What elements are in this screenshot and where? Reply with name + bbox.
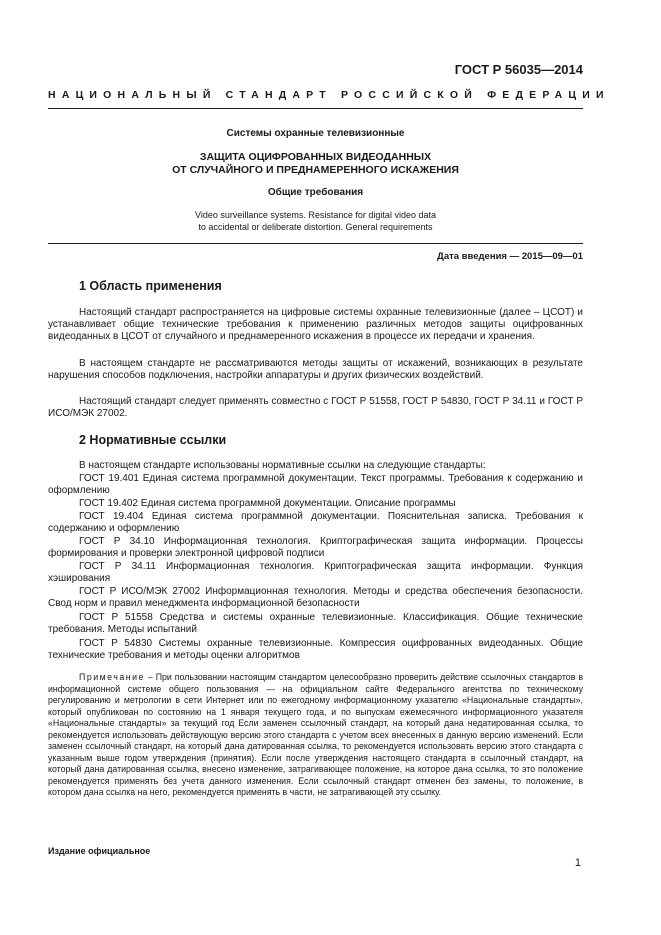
intro-divider xyxy=(48,243,583,244)
section-2-paragraph: В настоящем стандарте использованы нормативные ссылки на следующие стандарты: xyxy=(79,460,486,471)
reference-item: ГОСТ 19.401 Единая система программной документации. Текст программы. Требования к содержанию и оформлению xyxy=(48,473,583,497)
section-1-heading: 1 Область применения xyxy=(79,279,222,293)
note-text: – При пользовании настоящим стандартом целесообразно проверить действие ссылочных стандартов в информационной системе общего пользования — на официальном сайте Федерального агентства по техническому регулированию и метрологии в сети Интернет или по ежегодному информационному указателю «Национальные стандарты», который опубликован по состоянию на 1 января текущего года, и по выпускам ежемесячного информационного указателя «Национальные стандарты» за текущий год Если заменен ссылочный стандарт, на который дана недатированная ссылка, то рекомендуется использовать действующую версию этого стандарта с учетом всех внесенных в данную версию изменений. Если заменен ссылочный стандарт, на который дана датированная ссылка, то рекомендуется использовать версию этого стандарта с указанным выше годом утверждения (принятия). Если после утверждения настоящего стандарта в ссылочный стандарт, на который дана датированная ссылка, внесено изменение, затрагивающее положение, на которое дана ссылка, то это положение рекомендуется применять без учета данного изменения. Если ссылочный стандарт отменен без замены, то положение, в котором дана ссылка на него, рекомендуется применять в части, не затрагивающей эту ссылку. xyxy=(48,672,583,797)
page-number: 1 xyxy=(574,857,581,869)
top-divider xyxy=(48,108,583,109)
title-line-1: ЗАЩИТА ОЦИФРОВАННЫХ ВИДЕОДАННЫХ xyxy=(199,151,432,163)
introduction-date: Дата введения — 2015—09—01 xyxy=(437,251,583,262)
section-2-heading: 2 Нормативные ссылки xyxy=(79,433,227,447)
reference-item: ГОСТ Р 34.10 Информационная технология. Криптографическая защита информации. Процессы формирования и проверки электронной цифровой подписи xyxy=(48,536,583,560)
english-title-line-1: Video surveillance systems. Resistance for digital video data xyxy=(195,210,436,220)
reference-item: ГОСТ 19.402 Единая система программной документации. Описание программы xyxy=(79,498,456,509)
document-title xyxy=(48,151,583,176)
english-title xyxy=(48,210,583,233)
reference-item: ГОСТ 19.404 Единая система программной документации. Пояснительная записка. Требования к содержанию и оформлению xyxy=(48,511,583,535)
reference-item: ГОСТ Р 34.11 Информационная технология. Криптографическая защита информации. Функция хэширования xyxy=(48,561,583,585)
reference-item: ГОСТ Р 51558 Средства и системы охранные телевизионные. Классификация. Общие технические требования. Методы испытаний xyxy=(48,612,583,636)
note-label: Примечание xyxy=(79,672,145,682)
note-paragraph xyxy=(48,672,583,799)
section-1-paragraph: В настоящем стандарте не рассматриваются методы защиты от искажений, возникающих в результате нарушения способов подключения, настройки аппаратуры и других физических воздействий. xyxy=(48,358,583,382)
official-edition-label: Издание официальное xyxy=(48,846,151,856)
document-code: ГОСТ Р 56035—2014 xyxy=(454,62,583,77)
reference-item: ГОСТ Р 54830 Системы охранные телевизионные. Компрессия оцифрованных видеоданных. Общие технические требования и методы оценки алгоритмов xyxy=(48,638,583,662)
reference-item: ГОСТ Р ИСО/МЭК 27002 Информационная технология. Методы и средства обеспечения безопасности. Свод норм и правил менеджмента информационной безопасности xyxy=(48,586,583,610)
english-title-line-2: to accidental or deliberate distortion. General requirements xyxy=(198,221,433,232)
national-standard-banner: НАЦИОНАЛЬНЫЙ СТАНДАРТ РОССИЙСКОЙ ФЕДЕРАЦИИ xyxy=(48,89,610,101)
subject-line: Системы охранные телевизионные xyxy=(226,128,405,139)
section-1-paragraph: Настоящий стандарт распространяется на цифровые системы охранные телевизионные (далее – ЦСОТ) и устанавливает общие технические требования к применению различных методов защиты оцифрованных видеоданных в ЦСОТ от случайного и преднамеренного искажения в процессе их передачи и хранения. xyxy=(48,307,583,343)
title-line-2: ОТ СЛУЧАЙНОГО И ПРЕДНАМЕРЕННОГО ИСКАЖЕНИЯ xyxy=(172,163,459,176)
general-requirements-label: Общие требования xyxy=(267,187,364,198)
section-1-paragraph: Настоящий стандарт следует применять совместно с ГОСТ Р 51558, ГОСТ Р 54830, ГОСТ Р 34.11 и ГОСТ Р ИСО/МЭК 27002. xyxy=(48,396,583,420)
